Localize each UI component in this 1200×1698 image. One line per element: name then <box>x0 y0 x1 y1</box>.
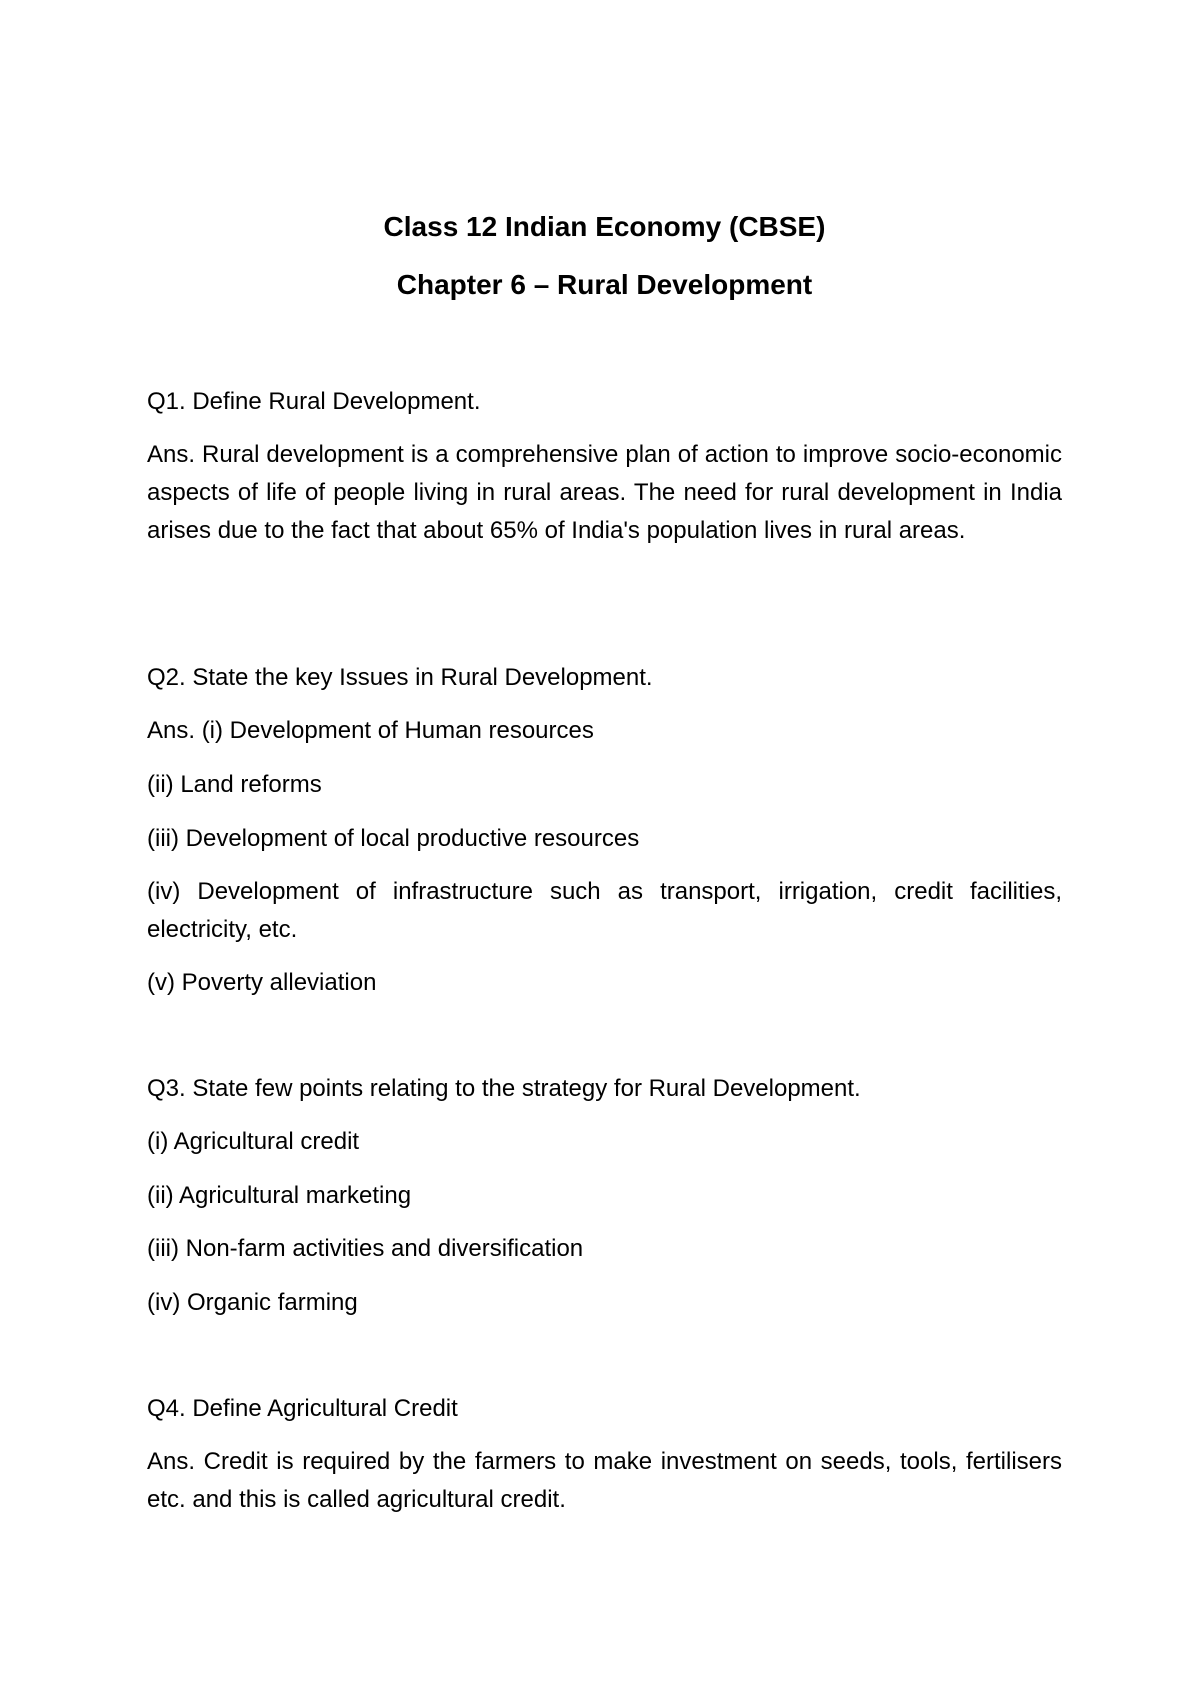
chapter-title: Chapter 6 – Rural Development <box>396 269 813 300</box>
answer-1-text: Ans. Rural development is a comprehensive plan of action to improve socio-economic aspects of life of people living in rural areas. The need for rural development in India arises due to the fact that about 65% of India's population lives in rural areas. <box>147 441 1062 544</box>
list-item: (v) Poverty alleviation <box>147 969 377 996</box>
list-item: (iii) Non-farm activities and diversification <box>147 1235 584 1262</box>
answer-2-point-3 <box>147 820 1062 858</box>
question-4 <box>147 1390 1062 1428</box>
question-4-text: Q4. Define Agricultural Credit <box>147 1395 458 1422</box>
question-1-text: Q1. Define Rural Development. <box>147 388 481 415</box>
answer-3-point-1 <box>147 1123 1062 1161</box>
question-1 <box>147 383 1062 421</box>
list-item: (iv) Development of infrastructure such as transport, irrigation, credit facilities, electricity, etc. <box>147 878 1062 943</box>
list-item: (iii) Development of local productive resources <box>147 825 640 852</box>
answer-4 <box>147 1443 1062 1519</box>
answer-4-text: Ans. Credit is required by the farmers to make investment on seeds, tools, fertilisers etc. and this is called agricultural credit. <box>147 1448 1062 1513</box>
answer-2-point-4 <box>147 873 1062 949</box>
answer-3-point-3 <box>147 1230 1062 1268</box>
document-title: Class 12 Indian Economy (CBSE) <box>383 211 826 242</box>
answer-3-point-4 <box>147 1284 1062 1322</box>
question-3 <box>147 1070 1062 1108</box>
list-item: (iv) Organic farming <box>147 1289 358 1316</box>
question-2 <box>147 659 1062 697</box>
question-2-text: Q2. State the key Issues in Rural Development. <box>147 664 653 691</box>
list-item: Ans. (i) Development of Human resources <box>147 717 594 744</box>
answer-2-point-1 <box>147 712 1062 750</box>
list-item: (ii) Land reforms <box>147 771 322 798</box>
answer-2-point-5 <box>147 964 1062 1002</box>
answer-1 <box>147 436 1062 550</box>
document-page <box>147 0 1062 1698</box>
answer-2-point-2 <box>147 766 1062 804</box>
question-3-text: Q3. State few points relating to the strategy for Rural Development. <box>147 1075 861 1102</box>
answer-3-point-2 <box>147 1177 1062 1215</box>
list-item: (ii) Agricultural marketing <box>147 1182 412 1209</box>
list-item: (i) Agricultural credit <box>147 1128 360 1155</box>
